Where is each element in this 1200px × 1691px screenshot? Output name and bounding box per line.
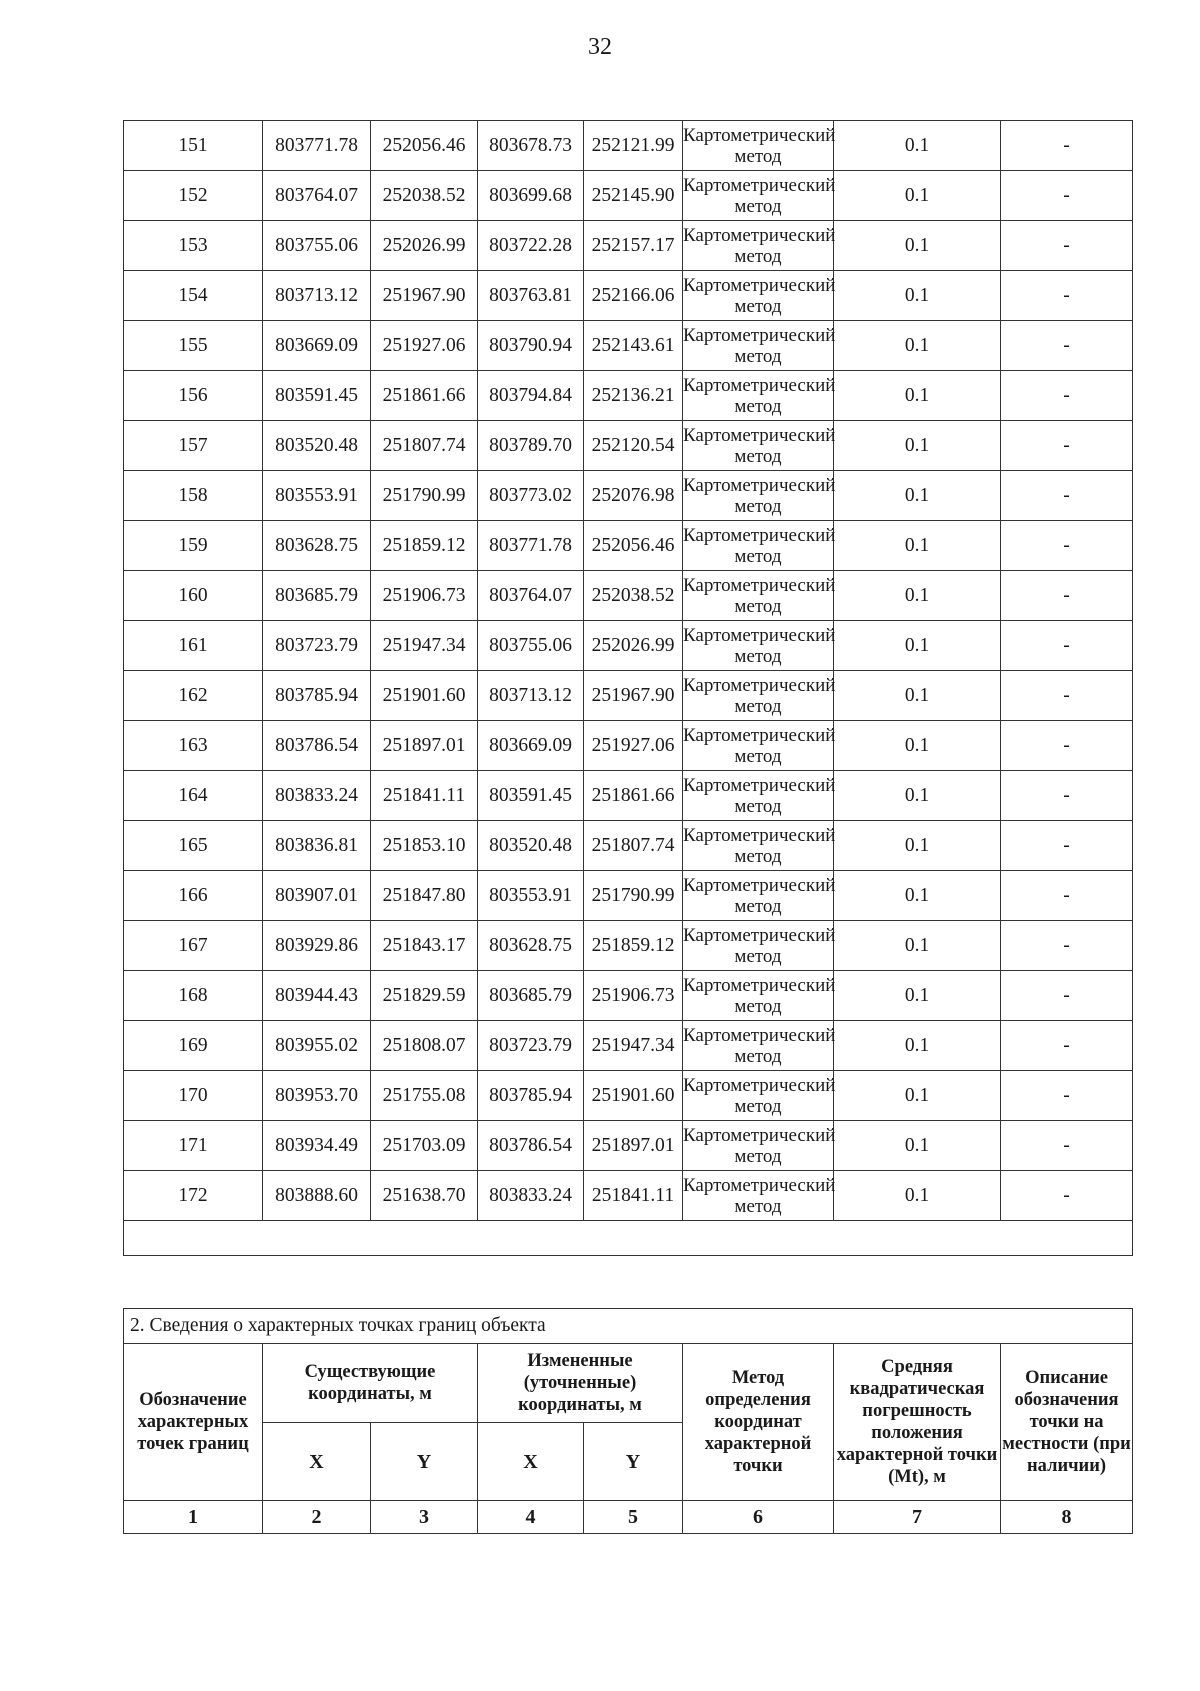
existing-x-cell: 803755.06 [263, 221, 371, 271]
existing-y-cell: 251853.10 [371, 821, 478, 871]
changed-x-cell: 803628.75 [478, 921, 584, 971]
accuracy-cell: 0.1 [834, 921, 1001, 971]
method-cell: Картометрический метод [683, 1121, 834, 1171]
accuracy-cell: 0.1 [834, 1171, 1001, 1221]
description-cell: - [1001, 521, 1133, 571]
method-cell: Картометрический метод [683, 271, 834, 321]
existing-x-cell: 803944.43 [263, 971, 371, 1021]
header-changed-y: Y [584, 1423, 683, 1501]
description-cell: - [1001, 471, 1133, 521]
changed-x-cell: 803669.09 [478, 721, 584, 771]
section2-table [123, 1308, 1133, 1534]
header-method: Метод определения координат характерной точки [683, 1344, 834, 1501]
table-row [124, 1121, 1133, 1171]
header-description: Описание обозначения точки на местности (при наличии) [1001, 1344, 1133, 1501]
point-id-cell: 152 [124, 171, 263, 221]
accuracy-cell: 0.1 [834, 871, 1001, 921]
method-cell: Картометрический метод [683, 921, 834, 971]
existing-y-cell: 251843.17 [371, 921, 478, 971]
changed-y-cell: 251807.74 [584, 821, 683, 871]
changed-y-cell: 252166.06 [584, 271, 683, 321]
table-row [124, 671, 1133, 721]
changed-y-cell: 252038.52 [584, 571, 683, 621]
changed-x-cell: 803789.70 [478, 421, 584, 471]
table-row [124, 971, 1133, 1021]
changed-x-cell: 803553.91 [478, 871, 584, 921]
method-cell: Картометрический метод [683, 771, 834, 821]
changed-y-cell: 252056.46 [584, 521, 683, 571]
table-row [124, 171, 1133, 221]
accuracy-cell: 0.1 [834, 471, 1001, 521]
column-number: 6 [683, 1501, 834, 1534]
changed-y-cell: 252136.21 [584, 371, 683, 421]
accuracy-cell: 0.1 [834, 271, 1001, 321]
existing-x-cell: 803953.70 [263, 1071, 371, 1121]
changed-x-cell: 803771.78 [478, 521, 584, 571]
existing-y-cell: 251841.11 [371, 771, 478, 821]
changed-y-cell: 252026.99 [584, 621, 683, 671]
existing-y-cell: 251859.12 [371, 521, 478, 571]
header-designation: Обозначение характерных точек границ [124, 1344, 263, 1501]
column-number: 7 [834, 1501, 1001, 1534]
existing-x-cell: 803907.01 [263, 871, 371, 921]
accuracy-cell: 0.1 [834, 821, 1001, 871]
accuracy-cell: 0.1 [834, 371, 1001, 421]
existing-x-cell: 803685.79 [263, 571, 371, 621]
existing-x-cell: 803713.12 [263, 271, 371, 321]
point-id-cell: 154 [124, 271, 263, 321]
changed-x-cell: 803794.84 [478, 371, 584, 421]
method-cell: Картометрический метод [683, 1021, 834, 1071]
changed-x-cell: 803833.24 [478, 1171, 584, 1221]
method-cell: Картометрический метод [683, 671, 834, 721]
description-cell: - [1001, 721, 1133, 771]
table-row [124, 921, 1133, 971]
accuracy-cell: 0.1 [834, 721, 1001, 771]
point-id-cell: 156 [124, 371, 263, 421]
column-number: 4 [478, 1501, 584, 1534]
table-row [124, 571, 1133, 621]
description-cell: - [1001, 621, 1133, 671]
table-row [124, 1071, 1133, 1121]
description-cell: - [1001, 271, 1133, 321]
point-id-cell: 153 [124, 221, 263, 271]
point-id-cell: 164 [124, 771, 263, 821]
point-id-cell: 163 [124, 721, 263, 771]
changed-x-cell: 803713.12 [478, 671, 584, 721]
empty-row [124, 1221, 1133, 1256]
existing-x-cell: 803934.49 [263, 1121, 371, 1171]
changed-x-cell: 803520.48 [478, 821, 584, 871]
existing-x-cell: 803669.09 [263, 321, 371, 371]
accuracy-cell: 0.1 [834, 971, 1001, 1021]
description-cell: - [1001, 171, 1133, 221]
method-cell: Картометрический метод [683, 421, 834, 471]
section2-title: 2. Сведения о характерных точках границ объекта [124, 1309, 1133, 1344]
changed-y-cell: 251790.99 [584, 871, 683, 921]
accuracy-cell: 0.1 [834, 771, 1001, 821]
method-cell: Картометрический метод [683, 471, 834, 521]
existing-y-cell: 252056.46 [371, 121, 478, 171]
table-row [124, 871, 1133, 921]
description-cell: - [1001, 321, 1133, 371]
point-id-cell: 151 [124, 121, 263, 171]
existing-y-cell: 251927.06 [371, 321, 478, 371]
changed-y-cell: 252157.17 [584, 221, 683, 271]
column-number: 5 [584, 1501, 683, 1534]
existing-y-cell: 251807.74 [371, 421, 478, 471]
header-existing-x: X [263, 1423, 371, 1501]
changed-y-cell: 252121.99 [584, 121, 683, 171]
table-row [124, 371, 1133, 421]
header-changed-x: X [478, 1423, 584, 1501]
existing-x-cell: 803833.24 [263, 771, 371, 821]
description-cell: - [1001, 571, 1133, 621]
existing-y-cell: 251703.09 [371, 1121, 478, 1171]
changed-x-cell: 803723.79 [478, 1021, 584, 1071]
point-id-cell: 162 [124, 671, 263, 721]
changed-x-cell: 803591.45 [478, 771, 584, 821]
changed-x-cell: 803785.94 [478, 1071, 584, 1121]
method-cell: Картометрический метод [683, 721, 834, 771]
method-cell: Картометрический метод [683, 121, 834, 171]
changed-y-cell: 251901.60 [584, 1071, 683, 1121]
table-row [124, 1171, 1133, 1221]
table-row [124, 721, 1133, 771]
changed-y-cell: 251947.34 [584, 1021, 683, 1071]
table-row [124, 621, 1133, 671]
point-id-cell: 155 [124, 321, 263, 371]
point-id-cell: 172 [124, 1171, 263, 1221]
changed-x-cell: 803786.54 [478, 1121, 584, 1171]
description-cell: - [1001, 971, 1133, 1021]
changed-y-cell: 251859.12 [584, 921, 683, 971]
accuracy-cell: 0.1 [834, 671, 1001, 721]
points-table-body [124, 121, 1133, 1221]
existing-x-cell: 803888.60 [263, 1171, 371, 1221]
point-id-cell: 158 [124, 471, 263, 521]
existing-y-cell: 251829.59 [371, 971, 478, 1021]
description-cell: - [1001, 1071, 1133, 1121]
existing-y-cell: 251947.34 [371, 621, 478, 671]
column-number: 8 [1001, 1501, 1133, 1534]
method-cell: Картометрический метод [683, 1171, 834, 1221]
method-cell: Картометрический метод [683, 871, 834, 921]
points-table [123, 120, 1133, 1256]
changed-y-cell: 251906.73 [584, 971, 683, 1021]
existing-x-cell: 803520.48 [263, 421, 371, 471]
changed-x-cell: 803763.81 [478, 271, 584, 321]
table-row [124, 471, 1133, 521]
point-id-cell: 168 [124, 971, 263, 1021]
accuracy-cell: 0.1 [834, 1071, 1001, 1121]
changed-x-cell: 803764.07 [478, 571, 584, 621]
changed-x-cell: 803722.28 [478, 221, 584, 271]
empty-cell [124, 1221, 1133, 1256]
accuracy-cell: 0.1 [834, 321, 1001, 371]
accuracy-cell: 0.1 [834, 521, 1001, 571]
column-number: 2 [263, 1501, 371, 1534]
description-cell: - [1001, 371, 1133, 421]
changed-y-cell: 252120.54 [584, 421, 683, 471]
changed-x-cell: 803790.94 [478, 321, 584, 371]
header-existing-coordinates: Существующие координаты, м [263, 1344, 478, 1423]
method-cell: Картометрический метод [683, 971, 834, 1021]
table-row [124, 771, 1133, 821]
point-id-cell: 160 [124, 571, 263, 621]
existing-y-cell: 251897.01 [371, 721, 478, 771]
accuracy-cell: 0.1 [834, 121, 1001, 171]
changed-x-cell: 803678.73 [478, 121, 584, 171]
existing-x-cell: 803591.45 [263, 371, 371, 421]
header-accuracy: Средняя квадратическая погрешность положения характерной точки (Mt), м [834, 1344, 1001, 1501]
changed-y-cell: 251861.66 [584, 771, 683, 821]
method-cell: Картометрический метод [683, 221, 834, 271]
existing-x-cell: 803786.54 [263, 721, 371, 771]
table-row [124, 121, 1133, 171]
method-cell: Картометрический метод [683, 621, 834, 671]
existing-y-cell: 251847.80 [371, 871, 478, 921]
method-cell: Картометрический метод [683, 171, 834, 221]
changed-x-cell: 803773.02 [478, 471, 584, 521]
description-cell: - [1001, 1171, 1133, 1221]
existing-x-cell: 803785.94 [263, 671, 371, 721]
column-number: 1 [124, 1501, 263, 1534]
changed-y-cell: 252143.61 [584, 321, 683, 371]
point-id-cell: 157 [124, 421, 263, 471]
changed-y-cell: 251897.01 [584, 1121, 683, 1171]
existing-y-cell: 252026.99 [371, 221, 478, 271]
point-id-cell: 161 [124, 621, 263, 671]
point-id-cell: 159 [124, 521, 263, 571]
changed-y-cell: 251841.11 [584, 1171, 683, 1221]
changed-y-cell: 251927.06 [584, 721, 683, 771]
point-id-cell: 165 [124, 821, 263, 871]
accuracy-cell: 0.1 [834, 421, 1001, 471]
changed-y-cell: 252145.90 [584, 171, 683, 221]
accuracy-cell: 0.1 [834, 571, 1001, 621]
description-cell: - [1001, 421, 1133, 471]
accuracy-cell: 0.1 [834, 171, 1001, 221]
description-cell: - [1001, 1021, 1133, 1071]
description-cell: - [1001, 821, 1133, 871]
method-cell: Картометрический метод [683, 521, 834, 571]
description-cell: - [1001, 871, 1133, 921]
existing-y-cell: 251808.07 [371, 1021, 478, 1071]
existing-x-cell: 803836.81 [263, 821, 371, 871]
table-row [124, 271, 1133, 321]
existing-x-cell: 803929.86 [263, 921, 371, 971]
existing-x-cell: 803764.07 [263, 171, 371, 221]
description-cell: - [1001, 921, 1133, 971]
page-number: 32 [588, 34, 612, 60]
header-changed-coordinates: Измененные (уточненные) координаты, м [478, 1344, 683, 1423]
existing-x-cell: 803628.75 [263, 521, 371, 571]
point-id-cell: 167 [124, 921, 263, 971]
existing-x-cell: 803553.91 [263, 471, 371, 521]
method-cell: Картометрический метод [683, 571, 834, 621]
accuracy-cell: 0.1 [834, 1021, 1001, 1071]
existing-y-cell: 251901.60 [371, 671, 478, 721]
accuracy-cell: 0.1 [834, 221, 1001, 271]
column-number: 3 [371, 1501, 478, 1534]
existing-x-cell: 803771.78 [263, 121, 371, 171]
point-id-cell: 166 [124, 871, 263, 921]
table-row [124, 321, 1133, 371]
table-row [124, 221, 1133, 271]
point-id-cell: 169 [124, 1021, 263, 1071]
existing-y-cell: 251638.70 [371, 1171, 478, 1221]
changed-y-cell: 252076.98 [584, 471, 683, 521]
changed-x-cell: 803685.79 [478, 971, 584, 1021]
changed-x-cell: 803699.68 [478, 171, 584, 221]
existing-y-cell: 251906.73 [371, 571, 478, 621]
point-id-cell: 170 [124, 1071, 263, 1121]
method-cell: Картометрический метод [683, 371, 834, 421]
existing-x-cell: 803723.79 [263, 621, 371, 671]
method-cell: Картометрический метод [683, 1071, 834, 1121]
description-cell: - [1001, 221, 1133, 271]
description-cell: - [1001, 771, 1133, 821]
column-numbers-row [124, 1501, 1133, 1534]
table-row [124, 821, 1133, 871]
point-id-cell: 171 [124, 1121, 263, 1171]
existing-y-cell: 251861.66 [371, 371, 478, 421]
table-row [124, 521, 1133, 571]
description-cell: - [1001, 1121, 1133, 1171]
table-row [124, 1021, 1133, 1071]
accuracy-cell: 0.1 [834, 1121, 1001, 1171]
method-cell: Картометрический метод [683, 821, 834, 871]
existing-y-cell: 252038.52 [371, 171, 478, 221]
description-cell: - [1001, 121, 1133, 171]
existing-y-cell: 251755.08 [371, 1071, 478, 1121]
method-cell: Картометрический метод [683, 321, 834, 371]
changed-x-cell: 803755.06 [478, 621, 584, 671]
changed-y-cell: 251967.90 [584, 671, 683, 721]
accuracy-cell: 0.1 [834, 621, 1001, 671]
existing-y-cell: 251967.90 [371, 271, 478, 321]
header-existing-y: Y [371, 1423, 478, 1501]
existing-y-cell: 251790.99 [371, 471, 478, 521]
table-row [124, 421, 1133, 471]
description-cell: - [1001, 671, 1133, 721]
existing-x-cell: 803955.02 [263, 1021, 371, 1071]
